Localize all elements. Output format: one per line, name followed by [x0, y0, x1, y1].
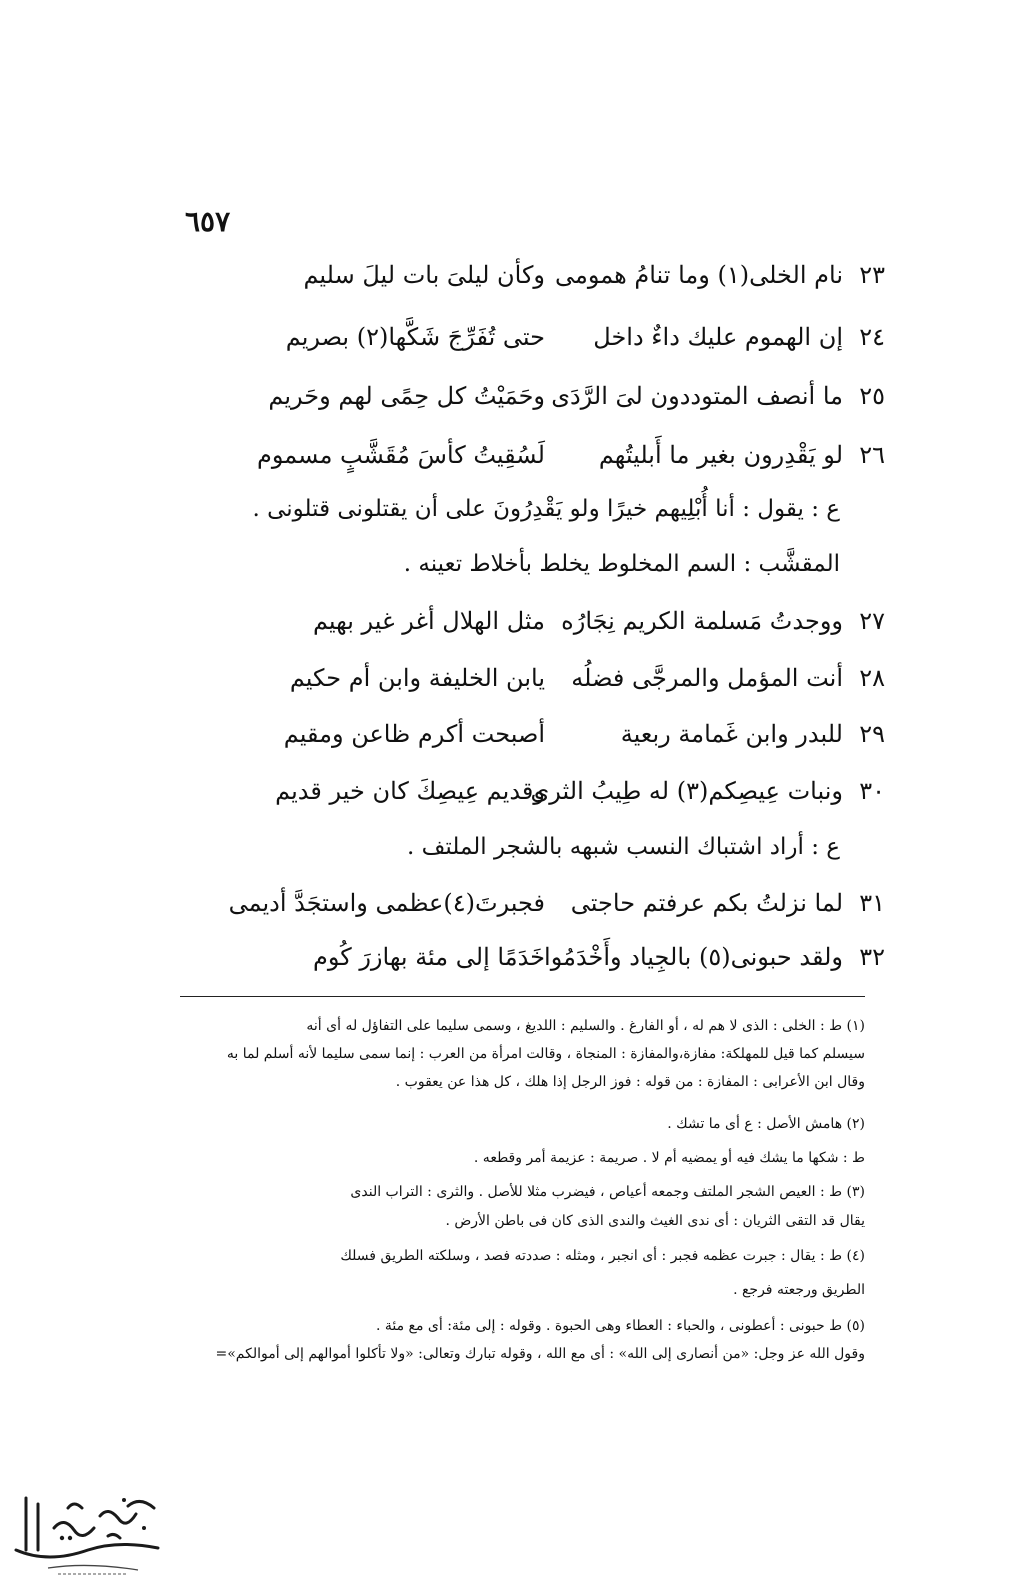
- verse-second-hemistich: حتى تُفَرِّجَ شَكَّها(٢) بصريم: [285, 323, 545, 351]
- verse-line: [215, 936, 885, 978]
- verse-number: ٢٧: [859, 607, 885, 635]
- verse-line: [215, 254, 885, 296]
- verse-second-hemistich: وقديم عِيصِكَ كان خير قديم: [275, 777, 545, 805]
- commentary-line: ع : أراد اشتباك النسب شبهه بالشجر الملتف .: [406, 834, 840, 860]
- calligraphy-watermark-logo: [8, 1488, 168, 1580]
- verse-number: ٣٠: [859, 777, 885, 805]
- footnote-line: (٢) هامش الأصل : ع أى ما تشك .: [667, 1116, 865, 1132]
- verse-number: ٢٤: [859, 323, 885, 351]
- verse-line: [215, 600, 885, 642]
- verse-number: ٢٣: [859, 261, 885, 289]
- verse-second-hemistich: وحَمَيْتُ كل حِمًى لهم وحَريم: [268, 382, 545, 410]
- verse-second-hemistich: وكأن ليلىَ بات ليلَ سليم: [303, 261, 545, 289]
- footnote-line: سيسلم كما قيل للمهلكة: مفازة،والمفازة : المنجاة ، وقالت امرأة من العرب : إنما سمى سليما لأنه أسلم لما به: [226, 1046, 865, 1062]
- footnote-line: يقال قد التقى الثريان : أى ندى الغيث والندى الذى كان فى باطن الأرض .: [445, 1213, 865, 1229]
- verse-number: ٢٨: [859, 664, 885, 692]
- verse-first-hemistich: إن الهموم عليك داءٌ داخل: [593, 323, 843, 351]
- verse-number: ٢٩: [859, 720, 885, 748]
- page-number: ٦٥٧: [185, 205, 231, 238]
- footnote-line: وقال ابن الأعرابى : المفازة : من قوله : فوز الرجل إذا هلك ، كل هذا عن يعقوب .: [395, 1074, 865, 1090]
- commentary-line: ع : يقول : أنا أُبْلِيهم خيرًا ولو يَقْدِرُونَ على أن يقتلونى قتلونى .: [252, 496, 840, 522]
- verse-number: ٢٥: [859, 382, 885, 410]
- verse-number: ٣٢: [859, 943, 885, 971]
- footnote-line: (٣) ط : العيص الشجر الملتف وجمعه أعياص ، فيضرب مثلا للأصل . والثرى : التراب الندى: [350, 1184, 865, 1200]
- footnote-line: (١) ط : الخلى : الذى لا هم له ، أو الفارغ . والسليم : اللديغ ، وسمى سليما على التفاؤل له أى أنه: [306, 1018, 865, 1034]
- verse-first-hemistich: ووجدتُ مَسلمة الكريم نِجَارُه: [561, 607, 843, 635]
- verse-number: ٣١: [859, 889, 885, 917]
- footnote-line: الطريق ورجعته فرجع .: [733, 1282, 865, 1298]
- footnote-line: وقول الله عز وجل: «من أنصارى إلى الله» : أى مع الله ، وقوله تبارك وتعالى: «ولا تأكلوا أموالهم إلى أموالكم»=: [215, 1346, 865, 1362]
- verse-second-hemistich: أصبحت أكرم ظاعن ومقيم: [283, 720, 545, 748]
- verse-second-hemistich: يابن الخليفة وابن أم حكيم: [289, 664, 545, 692]
- verse-line: [215, 713, 885, 755]
- verse-second-hemistich: لَسُقِيتُ كأسَ مُقَشَّبٍ مسموم: [257, 441, 545, 469]
- footnote-line: (٤) ط : يقال : جبرت عظمه فجبر : أى انجبر ، ومثله : صددته فصد ، وسلكته الطريق فسلك: [340, 1248, 865, 1264]
- footnote-line: (٥) ط حبونى : أعطونى ، والحباء : العطاء وهى الحبوة . وقوله : إلى مئة: أى مع مئة .: [375, 1318, 865, 1334]
- verse-first-hemistich: لو يَقْدِرون بغير ما أَبليتُهم: [598, 441, 843, 469]
- verse-first-hemistich: ولقد حبونى(٥) بالجِياد وأَخْدَمُوا: [544, 943, 843, 971]
- verse-line: [215, 316, 885, 358]
- verse-line: [215, 882, 885, 924]
- footnote-separator: [180, 996, 865, 997]
- commentary-line: المقشَّب : السم المخلوط يخلط بأخلاط تعينه .: [403, 551, 840, 577]
- verse-line: [215, 770, 885, 812]
- verse-line: [215, 375, 885, 417]
- verse-second-hemistich: خَدَمًا إلى مئة بهازرَ كُوم: [313, 943, 545, 971]
- verse-first-hemistich: للبدر وابن غَمامة ربعية: [620, 720, 843, 748]
- verse-first-hemistich: أنت المؤمل والمرجَّى فضلُه: [571, 664, 843, 692]
- verse-first-hemistich: ونبات عِيصِكم(٣) له طِيبُ الثرى: [530, 777, 843, 805]
- verse-number: ٢٦: [859, 441, 885, 469]
- verse-line: [215, 657, 885, 699]
- verse-first-hemistich: لما نزلتُ بكم عرفتم حاجتى: [570, 889, 843, 917]
- verse-first-hemistich: نام الخلى(١) وما تنامُ همومى: [554, 261, 843, 289]
- verse-second-hemistich: فجبرتَ(٤)عظمى واستجَدَّ أديمى: [228, 889, 545, 917]
- verse-line: [215, 434, 885, 476]
- verse-second-hemistich: مثل الهلال أغر غير بهيم: [312, 607, 545, 635]
- verse-first-hemistich: ما أنصف المتوددون لىَ الرَّدَى: [551, 382, 843, 410]
- footnote-line: ط : شكها ما يشك فيه أو يمضيه أم لا . صريمة : عزيمة أمر وقطعه .: [473, 1150, 865, 1166]
